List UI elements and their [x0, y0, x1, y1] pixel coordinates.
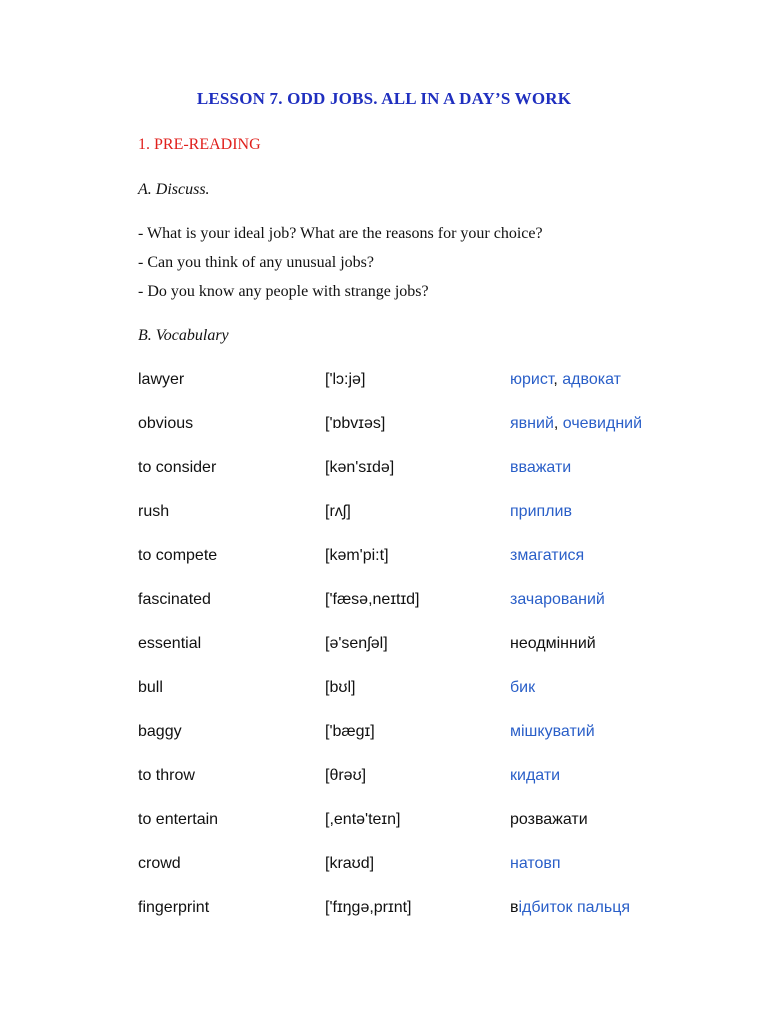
vocabulary-row	[138, 415, 698, 459]
vocab-translation	[510, 855, 561, 873]
vocab-translation	[510, 503, 572, 521]
vocab-word: to compete	[138, 547, 218, 564]
vocab-word: rush	[138, 503, 170, 520]
vocabulary-row	[138, 547, 698, 591]
vocab-translation	[510, 591, 605, 609]
vocab-word: baggy	[138, 723, 182, 740]
vocabulary-row	[138, 371, 698, 415]
vocabulary-row	[138, 459, 698, 503]
translation-part: бик	[510, 679, 536, 696]
vocab-translation	[510, 547, 584, 565]
vocab-translation	[510, 679, 535, 697]
translation-part: мішкуватий	[510, 723, 595, 740]
vocab-word: to consider	[138, 459, 217, 476]
section-heading: 1. PRE-READING	[138, 136, 261, 153]
vocab-word: essential	[138, 635, 202, 652]
subsection-discuss: A. Discuss.	[138, 181, 210, 198]
vocab-transcription: [ə'senʃəl]	[325, 635, 388, 652]
vocab-word: obvious	[138, 415, 194, 432]
vocabulary-row	[138, 591, 698, 635]
vocab-word: lawyer	[138, 371, 185, 388]
translation-part: в	[510, 899, 519, 916]
vocab-transcription: [kraʊd]	[325, 855, 375, 872]
discussion-questions	[138, 225, 543, 312]
question-item: - Can you think of any unusual jobs?	[138, 254, 374, 271]
translation-part: очевидний	[562, 415, 643, 432]
vocab-translation	[510, 811, 588, 829]
translation-part: вважати	[510, 459, 572, 476]
question-item: - What is your ideal job? What are the reasons for your choice?	[138, 225, 543, 242]
translation-part: неодмінний	[510, 635, 596, 652]
question-item: - Do you know any people with strange jobs?	[138, 283, 429, 300]
translation-part: змагатися	[510, 547, 585, 564]
vocabulary-table	[138, 371, 698, 943]
vocabulary-row	[138, 899, 698, 943]
subsection-vocabulary: B. Vocabulary	[138, 327, 229, 344]
vocab-word: bull	[138, 679, 163, 696]
vocab-transcription: [kən'sɪdə]	[325, 459, 395, 476]
vocabulary-row	[138, 635, 698, 679]
translation-separator: ,	[553, 415, 563, 432]
vocab-translation	[510, 723, 595, 741]
vocab-transcription: [θrəʊ]	[325, 767, 367, 784]
translation-part: приплив	[510, 503, 572, 520]
vocabulary-row	[138, 855, 698, 899]
vocabulary-row	[138, 723, 698, 767]
vocab-transcription: ['ɒbvɪəs]	[325, 415, 386, 432]
vocab-translation	[510, 899, 630, 917]
vocab-word: to entertain	[138, 811, 219, 828]
lesson-title: LESSON 7. ODD JOBS. ALL IN A DAY’S WORK	[196, 89, 572, 108]
translation-separator: ,	[553, 371, 563, 388]
translation-part: юрист	[510, 371, 554, 388]
vocab-translation	[510, 371, 621, 389]
vocab-word: fascinated	[138, 591, 211, 608]
translation-part: ідбиток пальця	[518, 899, 631, 916]
translation-part: розважати	[510, 811, 588, 828]
vocabulary-row	[138, 811, 698, 855]
vocab-transcription: ['bægɪ]	[325, 723, 375, 740]
vocab-transcription: ['lɔ:jə]	[325, 371, 366, 388]
translation-part: кидати	[510, 767, 561, 784]
vocab-transcription: [rʌʃ]	[325, 503, 351, 520]
translation-part: зачарований	[510, 591, 605, 608]
translation-part: явний	[510, 415, 554, 432]
vocab-transcription: ['fɪŋgə,prɪnt]	[325, 899, 412, 916]
vocab-word: crowd	[138, 855, 181, 872]
vocab-word: fingerprint	[138, 899, 210, 916]
vocabulary-row	[138, 503, 698, 547]
vocab-transcription: [kəm'pi:t]	[325, 547, 389, 564]
vocab-transcription: [bʊl]	[325, 679, 356, 696]
translation-part: адвокат	[562, 371, 621, 388]
vocab-translation	[510, 767, 560, 785]
vocab-translation	[510, 459, 571, 477]
vocab-translation	[510, 415, 642, 433]
vocab-word: to throw	[138, 767, 195, 784]
vocab-transcription: [,entə'teɪn]	[325, 811, 401, 828]
vocabulary-row	[138, 767, 698, 811]
vocab-transcription: ['fæsə,neɪtɪd]	[325, 591, 420, 608]
vocabulary-row	[138, 679, 698, 723]
vocab-translation	[510, 635, 596, 653]
translation-part: натовп	[510, 855, 561, 872]
